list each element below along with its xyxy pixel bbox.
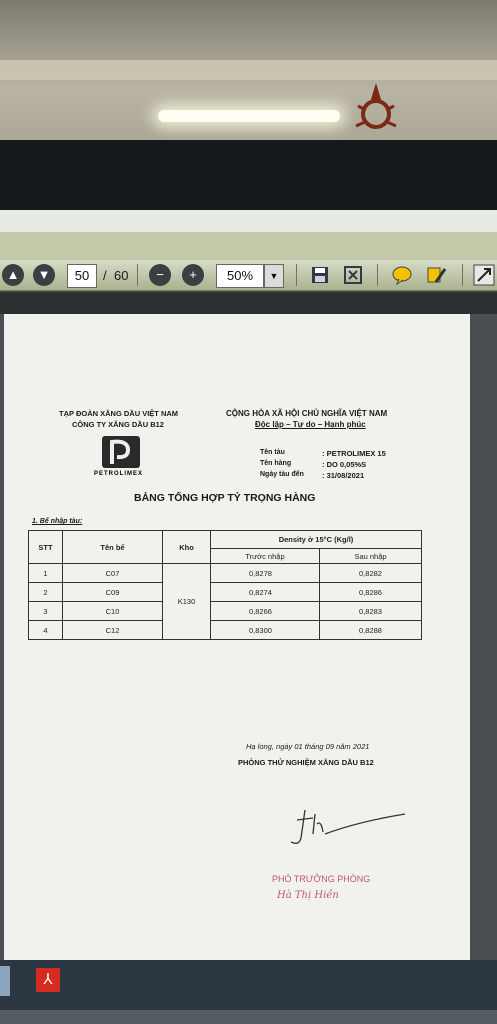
document-gutter [0,292,497,314]
company-group-name: TẠP ĐOÀN XĂNG DẦU VIỆT NAM [59,409,179,418]
room-background [0,0,497,150]
pdf-viewer [0,210,497,970]
viewer-toolbar [0,260,497,291]
header-after: Sau nhập [320,549,422,564]
table-row [29,583,422,602]
document-title: BẢNG TỔNG HỢP TỶ TRỌNG HÀNG [134,492,316,504]
header-stt: STT [29,531,63,564]
zoom-out-icon: − [156,267,164,282]
section-heading: 1. Bể nhập tàu: [32,518,83,525]
row-stt: 2 [29,583,63,602]
row-stt: 3 [29,602,63,621]
fit-page-icon[interactable] [342,264,364,286]
national-motto-line2: Độc lập – Tự do – Hạnh phúc [255,420,366,429]
header-before: Trước nhập [211,549,320,564]
row-stt: 1 [29,564,63,583]
logo-text: PETROLIMEX [94,471,144,477]
cargo-value: : DO 0,05%S [322,460,367,469]
zoom-dropdown-button[interactable] [264,264,284,288]
total-pages: 60 [114,268,129,283]
row-tank-name: C09 [63,583,163,602]
date-line: Hạ long, ngày 01 tháng 09 năm 2021 [246,742,370,751]
page-number-input[interactable]: 50 [67,264,97,288]
ship-name-label: Tên tàu [260,449,285,456]
toolbar-divider [377,264,378,286]
previous-page-button[interactable] [2,264,24,286]
row-before: 0,8274 [211,583,320,602]
wall-clock-icon [350,84,402,136]
arrival-date-label: Ngày tàu đến [260,471,304,478]
toolbar-divider [462,264,463,286]
toolbar-divider [296,264,297,286]
ship-name-value: : PETROLIMEX 15 [322,449,386,458]
table-row [29,621,422,640]
save-icon[interactable] [309,264,331,286]
row-before: 0,8278 [211,564,320,583]
menu-strip [0,210,497,232]
chevron-down-icon: ▼ [269,271,279,281]
scroll-down-icon: ▼ [37,267,51,282]
row-after: 0,8282 [320,564,422,583]
ceiling-band [0,60,497,80]
row-tank-name: C07 [63,564,163,583]
stamp-title: PHÓ TRƯỞNG PHÒNG [272,874,371,884]
petrolimex-logo [102,436,140,468]
taskbar [0,960,497,1010]
density-table [28,530,422,640]
company-name: CÔNG TY XĂNG DẦU B12 [72,420,164,429]
row-before: 0,8300 [211,621,320,640]
row-after: 0,8286 [320,583,422,602]
row-after: 0,8283 [320,602,422,621]
row-tank-name: C12 [63,621,163,640]
row-tank-name: C10 [63,602,163,621]
arrival-date-value: : 31/08/2021 [322,471,365,480]
zoom-in-icon: + [189,267,197,282]
header-density: Density ở 15°C (Kg/l) [211,531,422,549]
row-stt: 4 [29,621,63,640]
zoom-out-button[interactable] [149,264,171,286]
scroll-up-icon: ▲ [6,267,20,282]
pdf-app-icon[interactable]: ⅄ [36,968,60,992]
stamp-name: Hà Thị Hiền [277,890,339,901]
department-name: PHÒNG THỬ NGHIỆM XĂNG DẦU B12 [238,758,374,767]
storage-value: K130 [163,564,211,640]
row-before: 0,8266 [211,602,320,621]
document-page [4,314,470,970]
table-row [29,564,422,583]
row-after: 0,8288 [320,621,422,640]
handwritten-signature [287,804,417,850]
screen-bottom-edge [0,1010,497,1024]
national-motto-line1: CỘNG HÒA XÃ HỘI CHỦ NGHĨA VIỆT NAM [226,409,388,418]
page-separator: / [103,268,107,283]
table-row [29,602,422,621]
zoom-in-button[interactable] [182,264,204,286]
ceiling-light [158,110,340,122]
title-strip [0,232,497,260]
cargo-label: Tên hàng [260,460,292,467]
taskbar-start-button[interactable] [0,966,10,996]
highlight-text-icon[interactable] [426,264,448,286]
monitor-bezel [0,140,497,212]
comment-icon[interactable] [391,264,413,286]
header-storage: Kho [163,531,211,564]
next-page-button[interactable] [33,264,55,286]
zoom-level-field[interactable]: 50% [216,264,264,288]
header-tank-name: Tên bể [63,531,163,564]
expand-icon[interactable] [473,264,495,286]
toolbar-divider [137,264,138,286]
